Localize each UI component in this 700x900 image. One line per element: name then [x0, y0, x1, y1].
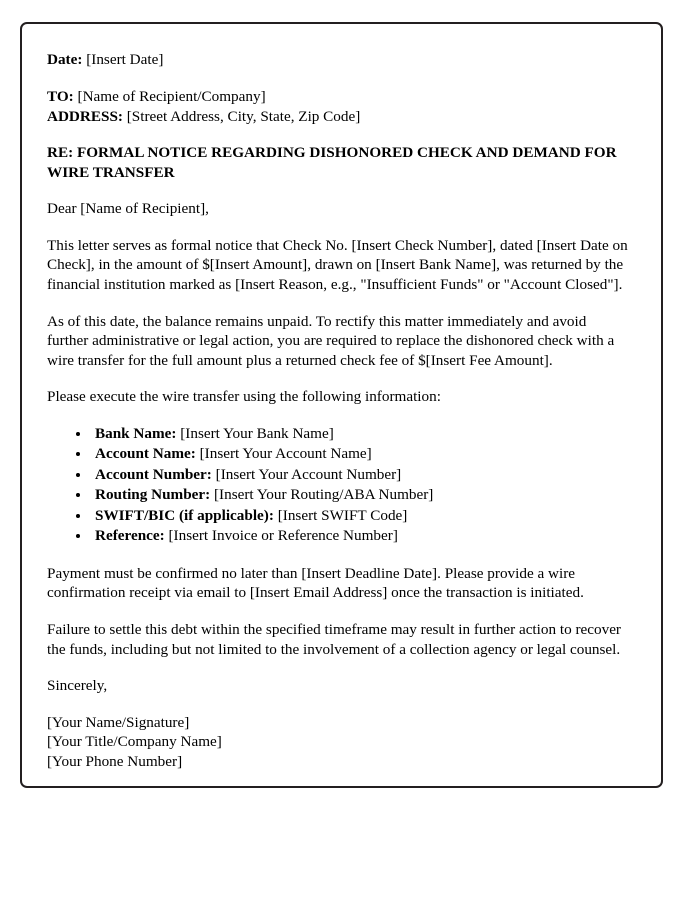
wire-detail-value: [Insert Your Routing/ABA Number] — [213, 486, 434, 504]
letter-border-frame — [20, 22, 663, 788]
recipient-to-value: [Name of Recipient/Company] — [77, 87, 266, 105]
subject-heading: RE: FORMAL NOTICE REGARDING DISHONORED CHECK AND DEMAND FOR WIRE TRANSFER — [47, 144, 617, 181]
wire-detail-label: SWIFT/BIC (if applicable): — [95, 506, 274, 524]
date-line — [47, 50, 631, 70]
recipient-address-label: ADDRESS: — [47, 107, 123, 125]
recipient-to-line — [47, 87, 631, 107]
paragraph-notice: This letter serves as formal notice that Check No. [Insert Check Number], dated [Insert Date on Check], in the amount of $[Insert Amount], drawn on [Insert Bank Name], was returned by the financial institution marked as [Insert Reason, e.g., "Insufficient Funds" or "Account Closed"]. — [47, 236, 628, 293]
date-block — [47, 50, 631, 70]
paragraph-balance: As of this date, the balance remains unpaid. To rectify this matter immediately and avoid further administrative or legal action, you are required to replace the dishonored check with a wire transfer for the full amount plus a returned check fee of $[Insert Fee Amount]. — [47, 312, 615, 369]
paragraph-instruction: Please execute the wire transfer using the following information: — [47, 388, 441, 406]
wire-detail-label: Routing Number: — [95, 486, 211, 504]
signature-block — [47, 713, 631, 772]
salutation: Dear [Name of Recipient], — [47, 200, 209, 218]
wire-detail-label: Account Name: — [95, 445, 196, 463]
wire-details-list — [47, 424, 631, 547]
recipient-address-value: [Street Address, City, State, Zip Code] — [126, 107, 361, 125]
list-item — [91, 506, 631, 526]
letter-content — [22, 24, 661, 788]
date-label: Date: — [47, 51, 83, 68]
list-item — [91, 526, 631, 546]
wire-detail-value: [Insert SWIFT Code] — [277, 506, 408, 524]
wire-detail-value: [Insert Your Bank Name] — [180, 425, 334, 443]
paragraph-deadline: Payment must be confirmed no later than [Insert Deadline Date]. Please provide a wire confirmation receipt via email to [Insert Email Address] once the transaction is initiated. — [47, 564, 584, 602]
signature-phone: [Your Phone Number] — [47, 753, 183, 771]
list-item — [91, 465, 631, 485]
wire-detail-value: [Insert Your Account Name] — [199, 445, 372, 463]
wire-detail-label: Reference: — [95, 527, 165, 545]
paragraph-consequences: Failure to settle this debt within the specified timeframe may result in further action to recover the funds, including but not limited to the involvement of a collection agency or legal counsel. — [47, 620, 621, 658]
recipient-block — [47, 87, 631, 127]
wire-detail-value: [Insert Your Account Number] — [215, 465, 402, 483]
list-item — [91, 424, 631, 444]
closing: Sincerely, — [47, 677, 108, 695]
wire-detail-label: Bank Name: — [95, 425, 177, 443]
recipient-to-label: TO: — [47, 87, 74, 105]
signature-title: [Your Title/Company Name] — [47, 733, 222, 751]
recipient-address-line — [47, 107, 631, 127]
wire-detail-label: Account Number: — [95, 465, 212, 483]
signature-name: [Your Name/Signature] — [47, 713, 190, 731]
list-item — [91, 485, 631, 505]
wire-detail-value: [Insert Invoice or Reference Number] — [168, 527, 398, 545]
date-value: [Insert Date] — [86, 51, 164, 68]
list-item — [91, 444, 631, 464]
